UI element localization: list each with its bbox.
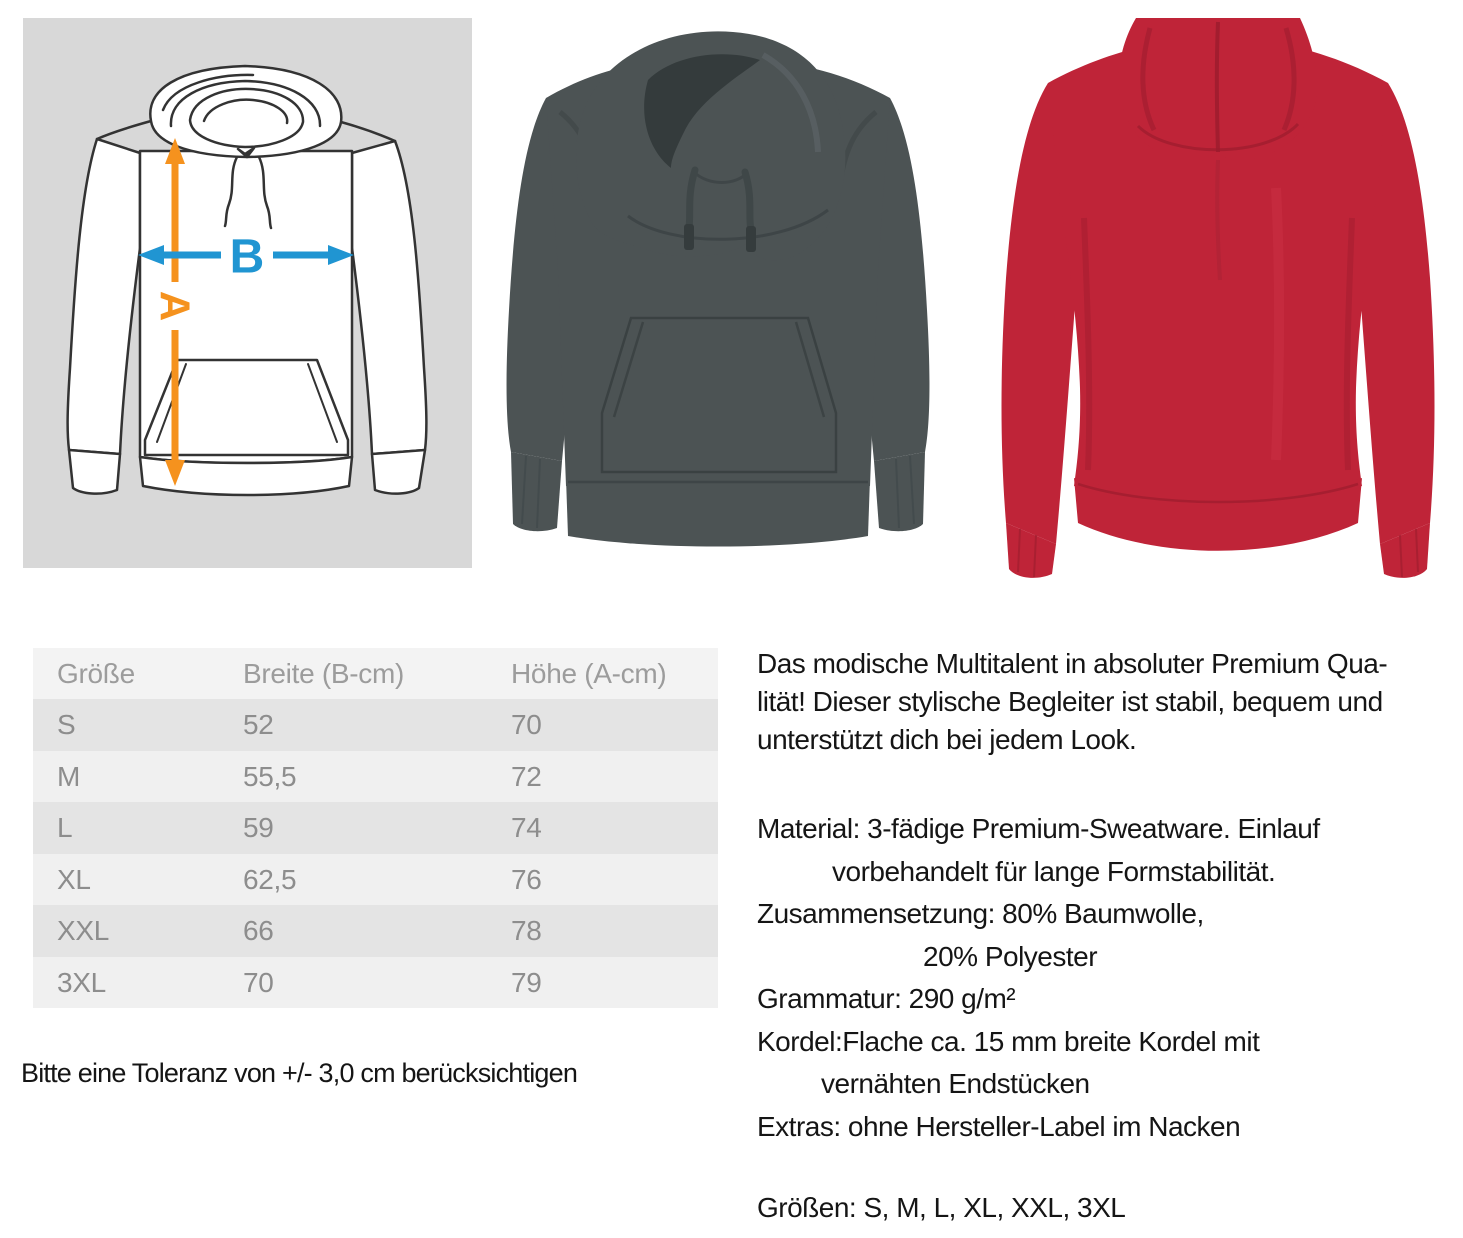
table-cell: 76 — [511, 863, 542, 895]
table-row — [33, 699, 718, 750]
table-cell: 66 — [243, 915, 274, 947]
column-header-height: Höhe (A-cm) — [511, 658, 667, 689]
table-cell: 59 — [243, 812, 274, 844]
table-cell: XL — [57, 863, 91, 895]
sizes-line: Größen: S, M, L, XL, XXL, 3XL — [757, 1192, 1126, 1223]
description-line: Kordel:Flache ca. 15 mm breite Kordel mit — [757, 1025, 1260, 1057]
size-table — [33, 648, 718, 1008]
kangaroo-pocket — [602, 318, 836, 472]
table-cell: 70 — [243, 966, 274, 998]
tolerance-note: Bitte eine Toleranz von +/- 3,0 cm berücksichtigen — [21, 1058, 578, 1088]
table-cell: 3XL — [57, 966, 106, 998]
table-row — [33, 957, 718, 1008]
hood-outline — [150, 66, 341, 157]
hood-front — [576, 31, 845, 260]
hoodie-front-image — [498, 20, 938, 560]
table-cell: 79 — [511, 966, 542, 998]
size-diagram — [23, 18, 472, 568]
product-description — [757, 645, 1463, 1229]
description-line: lität! Dieser stylische Begleiter ist stabil, bequem und — [757, 686, 1383, 717]
description-intro — [757, 645, 1463, 759]
table-cell: 74 — [511, 812, 542, 844]
description-line: 20% Polyester — [923, 940, 1098, 972]
table-row — [33, 905, 718, 956]
hoodie-front-drawing — [507, 31, 930, 546]
table-cell: M — [57, 760, 81, 792]
description-line: vorbehandelt für lange Formstabilität. — [832, 855, 1276, 887]
table-cell: XXL — [57, 915, 110, 947]
hoodie-back-drawing — [1002, 18, 1435, 578]
description-line: unterstützt dich bei jedem Look. — [757, 724, 1137, 755]
column-header-width: Breite (B-cm) — [243, 658, 404, 689]
table-cell: 62,5 — [243, 863, 297, 895]
table-cell: 78 — [511, 915, 542, 947]
column-header-size: Größe — [57, 658, 135, 689]
table-header-row — [33, 648, 718, 699]
table-cell: 72 — [511, 760, 542, 792]
description-line: Material: 3-fädige Premium-Sweatware. Einlauf — [757, 813, 1320, 844]
description-details — [757, 808, 1463, 1148]
hoodie-back-image — [988, 8, 1448, 588]
table-cell: S — [57, 709, 76, 741]
description-line: Extras: ohne Hersteller-Label im Nacken — [757, 1110, 1241, 1142]
label-b: B — [229, 230, 265, 284]
description-line: Grammatur: 290 g/m² — [757, 983, 1016, 1014]
table-cell: 55,5 — [243, 760, 297, 792]
size-table-body — [33, 699, 718, 1008]
description-line: Das modische Multitalent in absoluter Premium Qua- — [757, 648, 1388, 679]
table-cell: L — [57, 812, 73, 844]
table-cell: 52 — [243, 709, 274, 741]
label-a: A — [151, 290, 199, 322]
table-row — [33, 854, 718, 905]
description-line: vernähten Endstücken — [821, 1068, 1090, 1099]
description-line: Zusammensetzung: 80% Baumwolle, — [757, 898, 1204, 929]
table-row — [33, 802, 718, 853]
table-row — [33, 751, 718, 802]
table-cell: 70 — [511, 709, 542, 741]
